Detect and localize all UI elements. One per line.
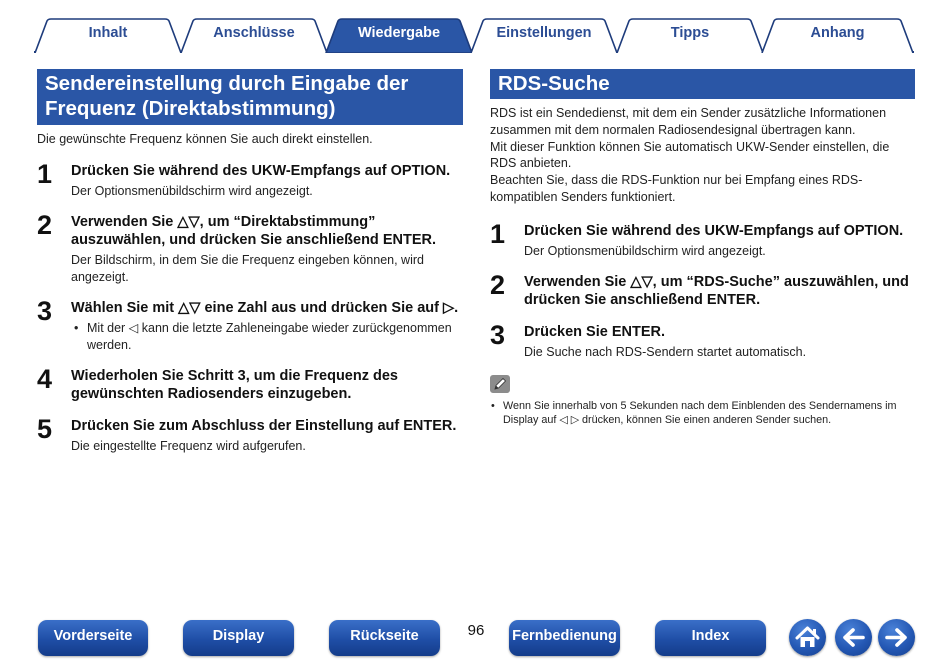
step-3 — [37, 296, 463, 353]
step-4 — [37, 364, 463, 403]
tab-label: Einstellungen — [496, 25, 592, 41]
section-intro: Die gewünschte Frequenz können Sie auch direkt einstellen. — [37, 132, 373, 146]
title-line: Sendereinstellung durch Eingabe der — [45, 72, 409, 95]
section-title: RDS-Suche — [490, 69, 915, 99]
step-number: 2 — [490, 270, 506, 301]
arrow-right-icon[interactable] — [878, 619, 915, 656]
tab-inhalt[interactable] — [34, 18, 182, 53]
section-title — [37, 69, 463, 125]
step-number: 4 — [37, 364, 53, 395]
step-number: 2 — [37, 210, 53, 241]
arrow-left-icon[interactable] — [835, 619, 872, 656]
title-line: Frequenz (Direktabstimmung) — [45, 97, 336, 120]
top-tab-bar — [0, 0, 950, 54]
step-1 — [37, 158, 463, 200]
nav-index-button[interactable]: Index — [655, 620, 766, 656]
step-number: 1 — [490, 218, 506, 249]
tab-label: Anhang — [810, 25, 865, 41]
step-description: Der Optionsmenübildschirm wird angezeigt. — [71, 183, 313, 198]
tab-anschluesse[interactable] — [180, 18, 328, 53]
tab-wiedergabe[interactable] — [325, 18, 473, 53]
step-number: 3 — [37, 296, 53, 327]
direct-tuning-section — [37, 69, 463, 455]
step-heading: Wählen Sie mit △▽ eine Zahl aus und drücken Sie auf ▷. — [71, 300, 459, 317]
nav-remote-button[interactable]: Fernbedienung — [509, 620, 620, 656]
nav-front-panel-button[interactable]: Vorderseite — [38, 620, 148, 656]
step-2 — [37, 210, 463, 285]
step-heading: Drücken Sie während des UKW-Empfangs auf OPTION. — [524, 222, 904, 239]
tab-label: Inhalt — [88, 25, 128, 41]
tab-einstellungen[interactable] — [470, 18, 618, 53]
step-heading: Drücken Sie während des UKW-Empfangs auf OPTION. — [71, 162, 451, 179]
step-3 — [490, 320, 915, 361]
step-number: 3 — [490, 320, 506, 351]
step-number: 5 — [37, 414, 53, 445]
nav-rear-panel-button[interactable]: Rückseite — [329, 620, 440, 656]
rds-search-section — [490, 69, 915, 428]
home-icon[interactable] — [789, 619, 826, 656]
step-1 — [490, 218, 915, 260]
section-intro — [490, 105, 915, 206]
step-heading: Verwenden Sie △▽, um “RDS-Suche” auszuwählen, und drücken Sie anschließend ENTER. — [524, 274, 909, 309]
pencil-icon — [490, 375, 510, 393]
tab-anhang[interactable] — [761, 18, 914, 53]
tab-tipps[interactable] — [616, 18, 764, 53]
intro-paragraph: Mit dieser Funktion können Sie automatisch UKW-Sender einstellen, die RDS anbieten. — [490, 139, 890, 171]
intro-paragraph: Beachten Sie, dass die RDS-Funktion nur bei Empfang eines RDS-kompatiblen Senders funktioniert. — [490, 173, 863, 204]
tab-label: Wiedergabe — [357, 25, 441, 41]
step-description: Die Suche nach RDS-Sendern startet automatisch. — [524, 345, 807, 360]
tab-label: Anschlüsse — [213, 25, 295, 41]
page-number: 96 — [467, 622, 485, 639]
step-number: 1 — [37, 158, 53, 189]
step-heading: Wiederholen Sie Schritt 3, um die Frequenz des gewünschten Radiosenders einzugeben. — [71, 368, 398, 403]
step-description: Der Bildschirm, in dem Sie die Frequenz eingeben können, wird angezeigt. — [71, 253, 424, 284]
step-description: Die eingestellte Frequenz wird aufgerufen. — [71, 439, 306, 454]
intro-paragraph: RDS ist ein Sendedienst, mit dem ein Sender zusätzliche Informationen zusammen mit dem normalen Radiosendesignal übertragen kann. — [490, 106, 887, 137]
tab-label: Tipps — [670, 25, 710, 41]
step-heading: Drücken Sie ENTER. — [524, 324, 666, 341]
step-bullet: • Mit der ◁ kann die letzte Zahleneingabe wieder zurückgenommen werden. — [71, 320, 463, 353]
step-description: Der Optionsmenübildschirm wird angezeigt. — [524, 243, 766, 258]
step-heading: Verwenden Sie △▽, um “Direktabstimmung” auszuwählen, und drücken Sie anschließend ENTER. — [71, 214, 436, 249]
note-text: • Wenn Sie innerhalb von 5 Sekunden nach dem Einblenden des Sendernamens im Display auf ◁ ▷ drücken, können Sie einen anderen Sender suchen. — [490, 399, 915, 428]
nav-display-button[interactable]: Display — [183, 620, 294, 656]
step-5 — [37, 414, 463, 455]
step-2 — [490, 270, 915, 309]
step-heading: Drücken Sie zum Abschluss der Einstellung auf ENTER. — [71, 418, 457, 435]
